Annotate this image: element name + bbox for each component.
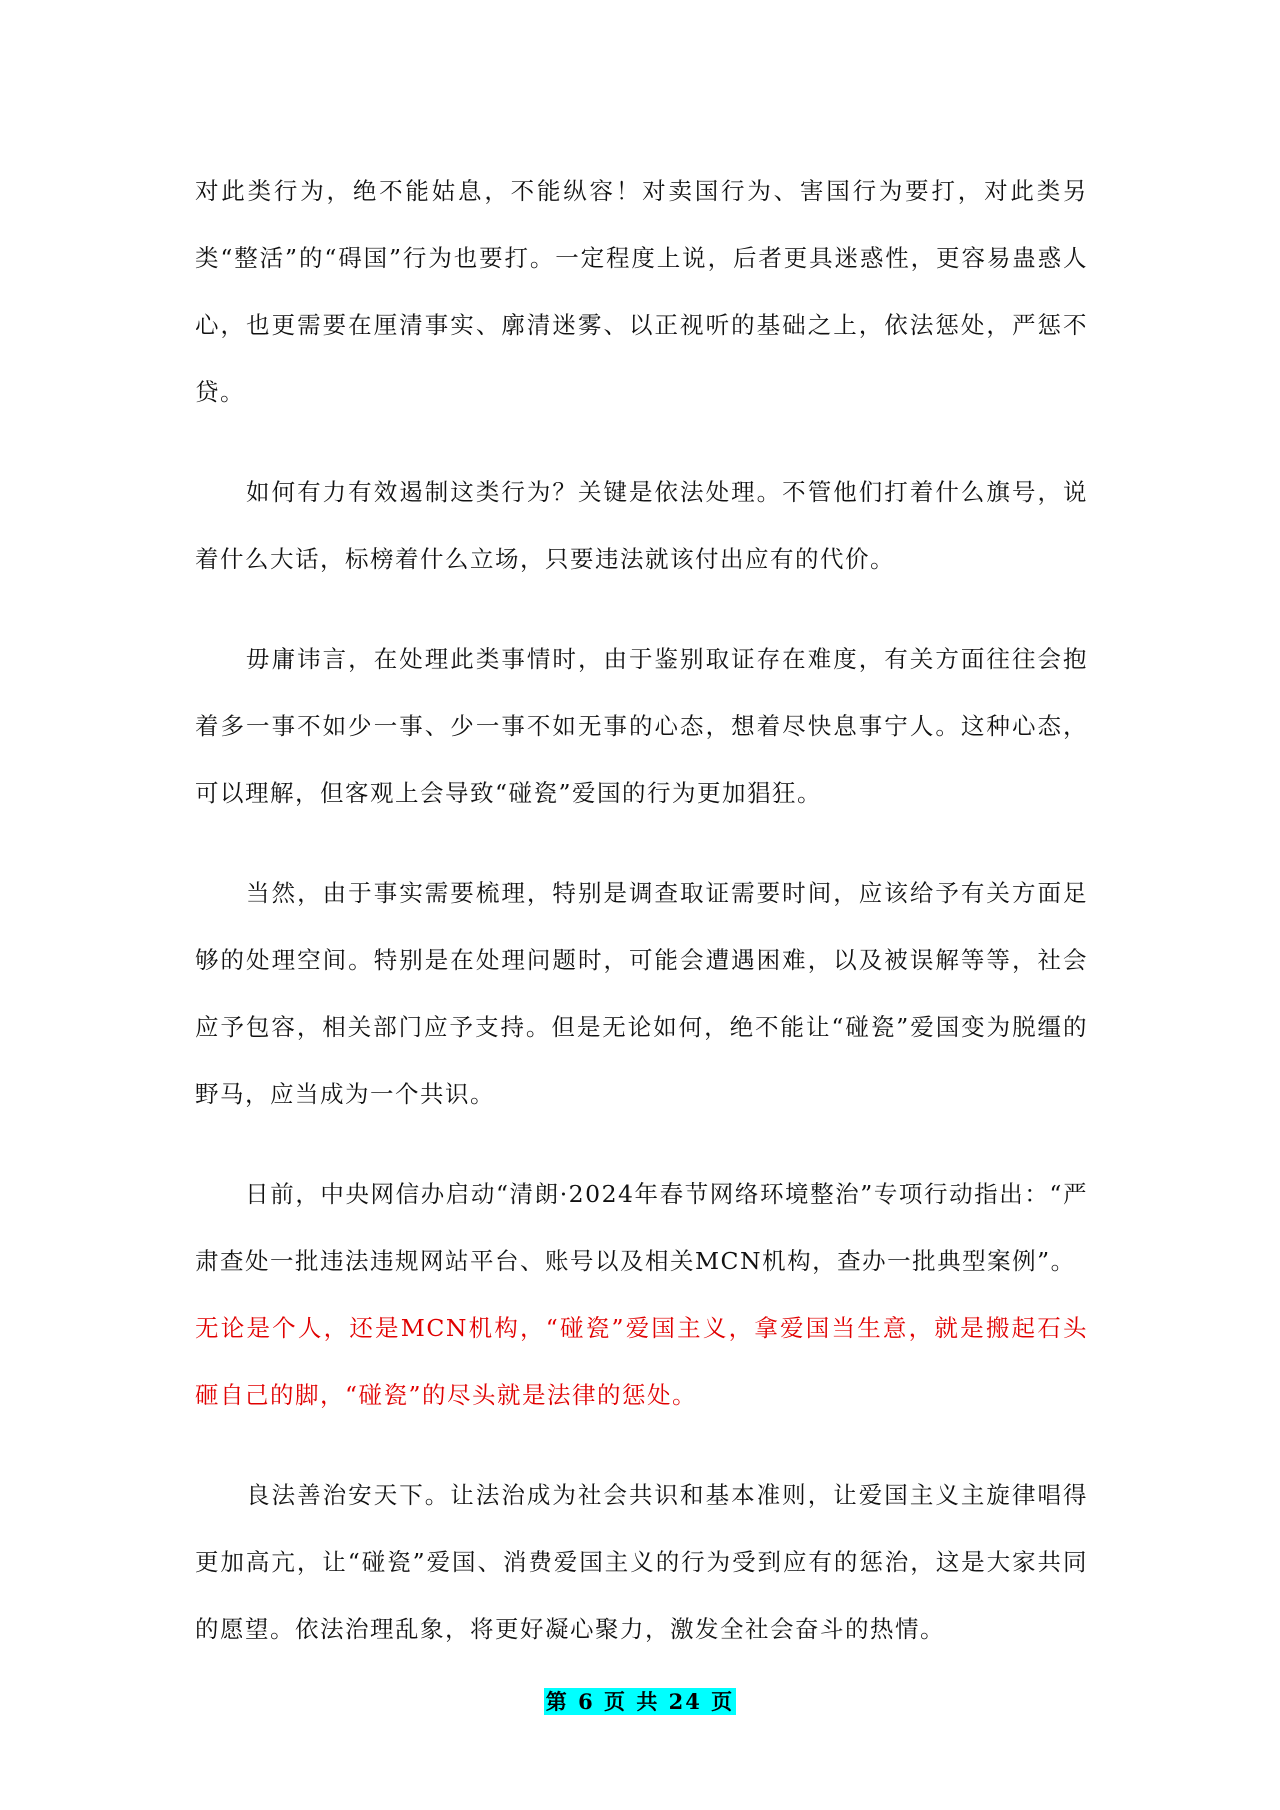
paragraph-4: 当然，由于事实需要梳理，特别是调查取证需要时间，应该给予有关方面足够的处理空间。特别是在处理问题时，可能会遭遇困难，以及被误解等等，社会应予包容，相关部门应予支持。但是无论如何，绝不能让“碰瓷”爱国变为脱缰的野马，应当成为一个共识。 xyxy=(195,879,1088,1108)
page-number: 第 6 页 共 24 页 xyxy=(545,1689,735,1714)
paragraph-6: 良法善治安天下。让法治成为社会共识和基本准则，让爱国主义主旋律唱得更加高亢，让“碰瓷”爱国、消费爱国主义的行为受到应有的惩治，这是大家共同的愿望。依法治理乱象，将更好凝心聚力，激发全社会奋斗的热情。 xyxy=(195,1481,1088,1643)
paragraph-3: 毋庸讳言，在处理此类事情时，由于鉴别取证存在难度，有关方面往往会抱着多一事不如少一事、少一事不如无事的心态，想着尽快息事宁人。这种心态，可以理解，但客观上会导致“碰瓷”爱国的行为更加猖狂。 xyxy=(195,645,1088,807)
paragraph-5: 日前，中央网信办启动“清朗·2024年春节网络环境整治”专项行动指出：“严肃查处一批违法违规网站平台、账号以及相关MCN机构，查办一批典型案例”。 xyxy=(195,1180,1088,1275)
page-footer xyxy=(0,1688,1280,1715)
article-body xyxy=(195,158,1088,1696)
paragraph-2: 如何有力有效遏制这类行为？关键是依法处理。不管他们打着什么旗号，说着什么大话，标榜着什么立场，只要违法就该付出应有的代价。 xyxy=(195,478,1088,573)
paragraph-1: 对此类行为，绝不能姑息，不能纵容！对卖国行为、害国行为要打，对此类另类“整活”的“碍国”行为也要打。一定程度上说，后者更具迷惑性，更容易蛊惑人心，也更需要在厘清事实、廓清迷雾、以正视听的基础之上，依法惩处，严惩不贷。 xyxy=(195,177,1088,406)
paragraph-5-highlight: 无论是个人，还是MCN机构，“碰瓷”爱国主义，拿爱国当生意，就是搬起石头砸自己的脚，“碰瓷”的尽头就是法律的惩处。 xyxy=(195,1314,1088,1409)
